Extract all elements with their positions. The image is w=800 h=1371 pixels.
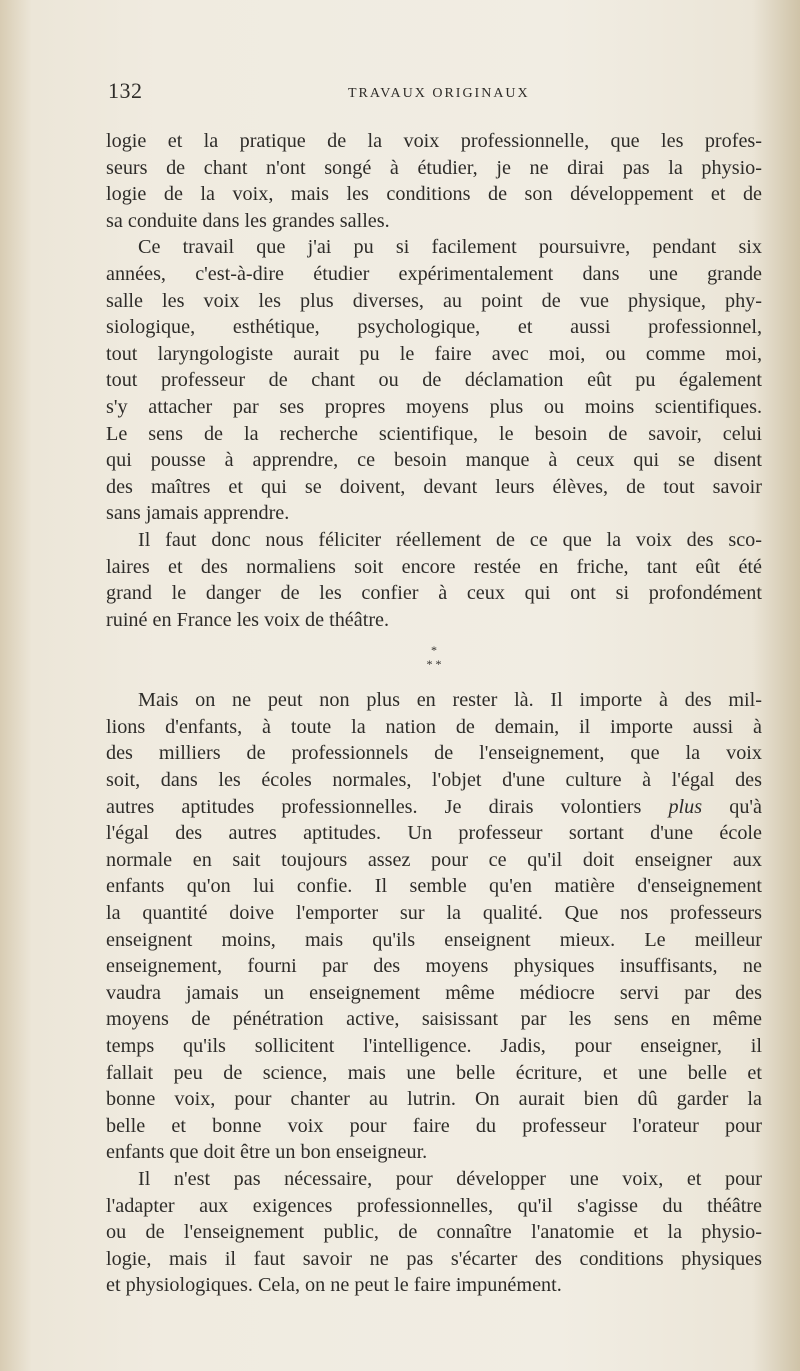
page-number: 132	[108, 78, 143, 103]
paragraph	[106, 687, 762, 1166]
text-line: années, c'est-à-dire étudier expérimentalement dans une grande	[106, 262, 762, 285]
text-line: tout professeur de chant ou de déclamation eût pu également	[106, 369, 762, 392]
text-line: la quantité doive l'emporter sur la qualité. Que nos professeurs	[106, 902, 762, 925]
text-line: laires et des normaliens soit encore restée en friche, tant eût été	[106, 555, 762, 578]
italic-word: plus	[668, 795, 703, 818]
text-line: normale en sait toujours assez pour ce qu'il doit enseigner aux	[106, 848, 762, 871]
text-line: seurs de chant n'ont songé à étudier, je ne dirai pas la physio-	[106, 156, 762, 179]
text-line: bonne voix, pour chanter au lutrin. On aurait bien dû garder la	[106, 1088, 762, 1111]
text-body	[106, 128, 762, 1299]
text-line: vaudra jamais un enseignement même médiocre servi par des	[106, 981, 762, 1004]
text-line: logie, mais il faut savoir ne pas s'écarter des conditions physiques	[106, 1247, 762, 1270]
text-line: lions d'enfants, à toute la nation de demain, il importe aussi à	[106, 715, 762, 738]
text-line: soit, dans les écoles normales, l'objet d'une culture à l'égal des	[106, 769, 762, 792]
text-line: l'égal des autres aptitudes. Un professeur sortant d'une école	[106, 822, 762, 845]
text-line: moyens de pénétration active, saisissant par les sens en même	[106, 1008, 762, 1031]
page-header	[108, 78, 756, 108]
separator-star-top: *	[431, 643, 437, 658]
text-line: enfants qu'on lui confie. Il semble qu'en matière d'enseignement	[106, 875, 762, 898]
section-separator	[106, 633, 762, 687]
separator-stars-bottom: * *	[426, 657, 442, 672]
text-line: des milliers de professionnels de l'enseignement, que la voix	[106, 742, 762, 765]
text-line: sa conduite dans les grandes salles.	[106, 209, 390, 232]
text-line: Mais on ne peut non plus en rester là. Il importe à des mil-	[138, 689, 762, 712]
text-line: des maîtres et qui se doivent, devant leurs élèves, de tout savoir	[106, 475, 762, 498]
paragraph	[106, 128, 762, 234]
text-line: Ce travail que j'ai pu si facilement poursuivre, pendant six	[138, 236, 762, 259]
text-line: ruiné en France les voix de théâtre.	[106, 608, 390, 631]
text-line: temps qu'ils sollicitent l'intelligence. Jadis, pour enseigner, il	[106, 1035, 762, 1057]
text-line: s'y attacher par ses propres moyens plus ou moins scientifiques.	[106, 395, 762, 418]
text-line: ou de l'enseignement public, de connaître l'anatomie et la physio-	[106, 1221, 762, 1244]
text-segment: qu'à	[729, 795, 763, 818]
text-line: siologique, esthétique, psychologique, et aussi professionnel,	[106, 316, 762, 339]
text-line: tout laryngologiste aurait pu le faire avec moi, ou comme moi,	[106, 342, 762, 365]
text-line: belle et bonne voix pour faire du professeur l'orateur pour	[106, 1114, 762, 1137]
text-line: qui pousse à apprendre, ce besoin manque à ceux qui se disent	[106, 449, 762, 472]
text-line: fallait peu de science, mais une belle écriture, et une belle et	[106, 1061, 762, 1084]
running-head: TRAVAUX ORIGINAUX	[348, 86, 530, 101]
text-line: salle les voix les plus diverses, au point de vue physique, phy-	[106, 289, 762, 312]
text-line: grand le danger de les confier à ceux qui ont si profondément	[106, 582, 762, 605]
text-line: enfants que doit être un bon enseigneur.	[106, 1141, 428, 1164]
text-line: logie et la pratique de la voix professionnelle, que les profes-	[106, 130, 762, 152]
text-line: Le sens de la recherche scientifique, le besoin de savoir, celui	[106, 422, 762, 445]
text-line: enseignement, fourni par des moyens physiques insuffisants, ne	[106, 955, 762, 978]
paragraph	[106, 1166, 762, 1299]
text-line: logie de la voix, mais les conditions de son développement et de	[106, 183, 762, 206]
text-segment: autres aptitudes professionnelles. Je dirais volontiers	[106, 795, 642, 818]
paragraph	[106, 234, 762, 527]
text-line: l'adapter aux exigences professionnelles, qu'il s'agisse du théâtre	[106, 1194, 762, 1217]
text-line: Il faut donc nous féliciter réellement de ce que la voix des sco-	[138, 528, 762, 551]
text-line: enseignent moins, mais qu'ils enseignent mieux. Le meilleur	[106, 928, 762, 951]
text-line: Il n'est pas nécessaire, pour développer une voix, et pour	[138, 1167, 762, 1190]
paragraph	[106, 527, 762, 633]
text-line: et physiologiques. Cela, on ne peut le faire impunément.	[106, 1274, 562, 1297]
text-line-with-italic	[106, 794, 762, 821]
text-line: sans jamais apprendre.	[106, 502, 290, 525]
